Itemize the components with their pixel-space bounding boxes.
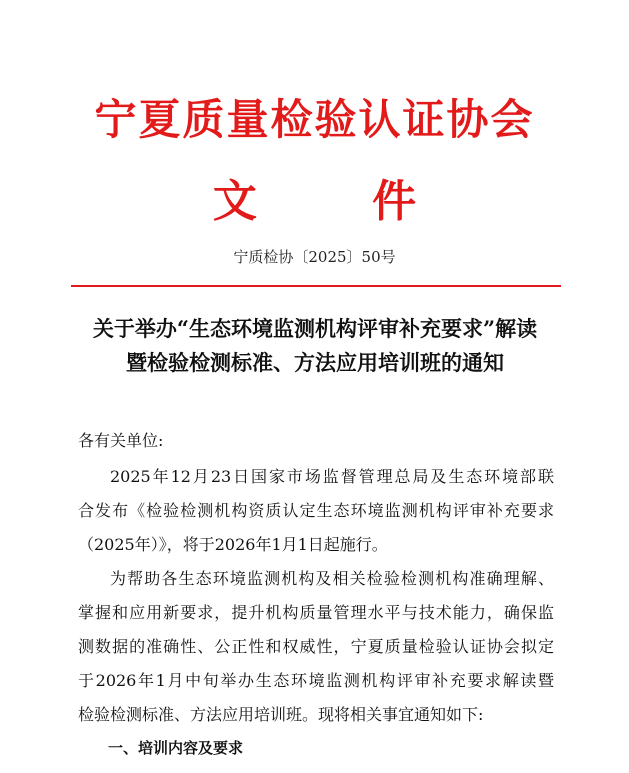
notice-title <box>70 312 560 380</box>
paragraph-2 <box>78 562 554 732</box>
paragraph-line: 为帮助各生态环境监测机构及相关检验检测机构准确理解、 <box>110 569 554 588</box>
paragraph-line: 于2026年1月中旬举办生态环境监测机构评审补充要求解读暨 <box>78 671 554 690</box>
paragraph-line: 2025年12月23日国家市场监督管理总局及生态环境部联 <box>110 467 554 486</box>
document-number: 宁质检协〔2025〕50号 <box>233 248 396 266</box>
salutation: 各有关单位: <box>78 431 164 450</box>
notice-title-line: 关于举办“生态环境监测机构评审补充要求”解读 <box>92 316 538 341</box>
paragraph-line: 测数据的准确性、公正性和权威性，宁夏质量检验认证协会拟定 <box>78 637 554 656</box>
paragraph-line: 合发布《检验检测机构资质认定生态环境监测机构评审补充要求 <box>78 501 554 520</box>
document-word: 文 件 <box>212 176 467 227</box>
paragraph-line: （2025年）》，将于2026年1月1日起施行。 <box>78 535 388 554</box>
red-divider-line <box>71 285 561 287</box>
paragraph-line: 检验检测标准、方法应用培训班。现将相关事宜通知如下: <box>78 705 484 724</box>
paragraph-1 <box>78 460 554 562</box>
paragraph-line: 掌握和应用新要求，提升机构质量管理水平与技术能力，确保监 <box>78 603 554 622</box>
org-title: 宁夏质量检验认证协会 <box>94 95 535 144</box>
section-heading: 一、培训内容及要求 <box>108 739 244 757</box>
notice-title-line: 暨检验检测标准、方法应用培训班的通知 <box>126 350 504 375</box>
